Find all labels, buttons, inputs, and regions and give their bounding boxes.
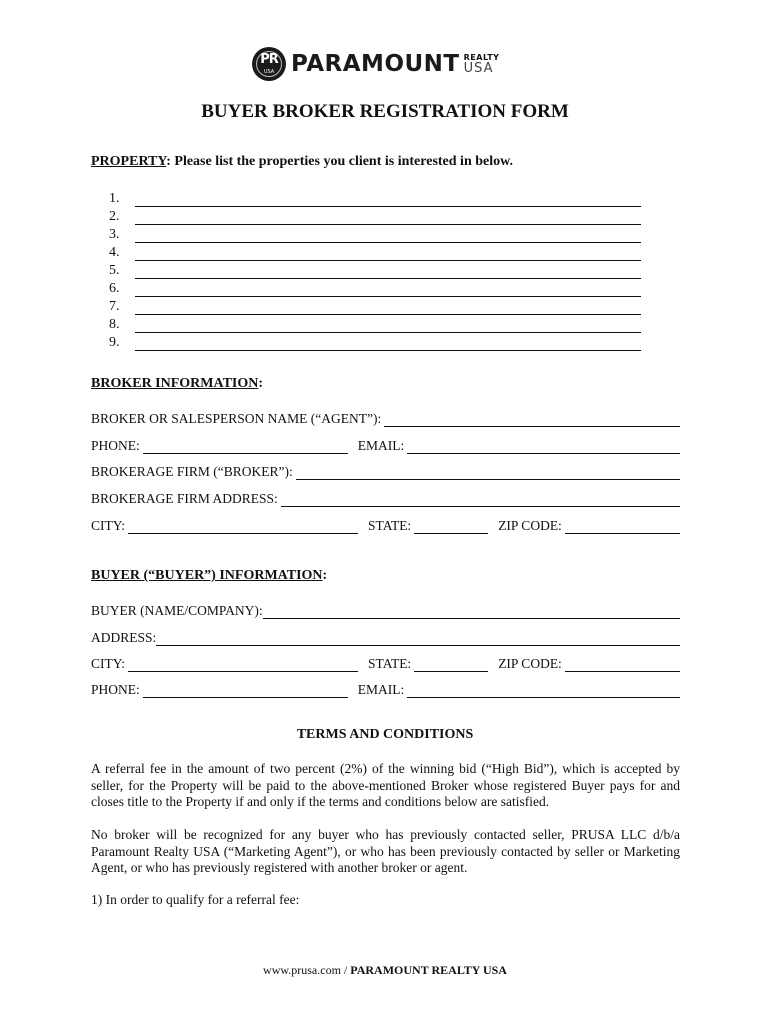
broker-phone-field[interactable] [143, 440, 348, 454]
broker-phone-email-row [91, 436, 680, 454]
property-input-line[interactable] [135, 282, 641, 297]
property-input-line[interactable] [135, 336, 641, 351]
buyer-city-field[interactable] [128, 658, 358, 672]
property-number: 2. [109, 209, 120, 224]
broker-email-label: EMAIL: [357, 438, 405, 453]
property-label: PROPERTY [91, 154, 167, 169]
agent-label: BROKER OR SALESPERSON NAME (“AGENT”): [91, 411, 382, 426]
buyer-email-field[interactable] [407, 684, 680, 698]
logo-realty: REALTY [463, 52, 500, 62]
property-heading [91, 154, 513, 170]
buyer-state-label: STATE: [368, 656, 412, 671]
buyer-zip-field[interactable] [565, 658, 680, 672]
property-row [109, 333, 641, 351]
form-title: BUYER BROKER REGISTRATION FORM [201, 101, 569, 122]
property-number: 4. [109, 245, 120, 260]
buyer-zip-label: ZIP CODE: [498, 656, 562, 671]
broker-state-field[interactable] [414, 520, 488, 534]
buyer-heading-colon: : [322, 568, 328, 583]
buyer-phone-field[interactable] [143, 684, 348, 698]
brokerage-address-label: BROKERAGE FIRM ADDRESS: [91, 491, 278, 506]
brokerage-address-row [91, 489, 680, 507]
buyer-address-row [91, 628, 680, 646]
buyer-phone-label: PHONE: [91, 682, 140, 697]
footer-company: PARAMOUNT REALTY USA [350, 963, 507, 977]
agent-field[interactable] [384, 413, 680, 427]
buyer-name-field[interactable] [263, 605, 680, 619]
property-input-line[interactable] [135, 318, 641, 333]
page-footer [0, 963, 770, 978]
broker-zip-label: ZIP CODE: [498, 518, 562, 533]
property-row [109, 279, 641, 297]
brokerage-firm-row [91, 462, 680, 480]
property-row [109, 261, 641, 279]
buyer-address-field[interactable] [156, 632, 680, 646]
terms-paragraph-3: 1) In order to qualify for a referral fee: [91, 892, 300, 907]
property-number: 7. [109, 299, 120, 314]
paramount-logo [252, 45, 499, 83]
property-input-line[interactable] [135, 264, 641, 279]
brokerage-firm-field[interactable] [296, 466, 680, 480]
property-input-line[interactable] [135, 228, 641, 243]
buyer-state-field[interactable] [414, 658, 488, 672]
property-row [109, 297, 641, 315]
property-number: 3. [109, 227, 120, 242]
broker-zip-field[interactable] [565, 520, 680, 534]
property-row [109, 315, 641, 333]
buyer-phone-email-row [91, 680, 680, 698]
property-number: 5. [109, 263, 120, 278]
property-row [109, 207, 641, 225]
property-instruction: : Please list the properties you client is interested in below. [166, 154, 513, 169]
seal-mark: PR [260, 52, 278, 67]
seal-icon [252, 47, 286, 81]
broker-state-label: STATE: [368, 518, 412, 533]
property-input-line[interactable] [135, 300, 641, 315]
buyer-name-row [91, 601, 680, 619]
property-row [109, 225, 641, 243]
agent-row [91, 409, 680, 427]
terms-paragraph-1: A referral fee in the amount of two percent (2%) of the winning bid (“High Bid”), which is accepted by seller, for the Property will be paid to the above-mentioned Broker whose registered Buyer pays for and closes title to the Property if and only if the terms and conditions below are satisfied. [91, 761, 680, 809]
property-input-line[interactable] [135, 210, 641, 225]
buyer-heading-text: BUYER (“BUYER”) INFORMATION [91, 568, 323, 583]
logo-usa: USA [463, 60, 494, 76]
property-number: 6. [109, 281, 120, 296]
property-input-line[interactable] [135, 192, 641, 207]
buyer-heading [91, 568, 327, 584]
property-row [109, 189, 641, 207]
property-number: 8. [109, 317, 120, 332]
terms-paragraph-2: No broker will be recognized for any buyer who has previously contacted seller, PRUSA LLC d/b/a Paramount Realty USA (“Marketing Agent”), or who has been previously contacted by seller or Marketing Agent, or who has previously registered with another broker or agent. [91, 827, 680, 875]
property-list [109, 189, 641, 351]
broker-city-label: CITY: [91, 518, 126, 533]
property-number: 1. [109, 191, 120, 206]
broker-phone-label: PHONE: [91, 438, 140, 453]
logo-wordmark: PARAMOUNT [291, 51, 460, 77]
seal-small-text: USA [263, 69, 275, 75]
broker-heading-colon: : [258, 376, 264, 391]
buyer-email-label: EMAIL: [357, 682, 405, 697]
property-input-line[interactable] [135, 246, 641, 261]
property-number: 9. [109, 335, 120, 350]
broker-city-field[interactable] [128, 520, 358, 534]
broker-email-field[interactable] [407, 440, 680, 454]
terms-heading: TERMS AND CONDITIONS [296, 727, 474, 742]
broker-heading-text: BROKER INFORMATION [91, 376, 259, 391]
logo-side-text [464, 54, 500, 75]
buyer-name-label: BUYER (NAME/COMPANY): [91, 603, 263, 618]
broker-heading [91, 376, 263, 392]
buyer-city-label: CITY: [91, 656, 126, 671]
buyer-city-row [91, 654, 680, 672]
buyer-address-label: ADDRESS: [91, 630, 157, 645]
property-row [109, 243, 641, 261]
brokerage-address-field[interactable] [281, 493, 680, 507]
broker-city-row [91, 516, 680, 534]
brokerage-firm-label: BROKERAGE FIRM (“BROKER”): [91, 464, 293, 479]
footer-site: www.prusa.com / [263, 963, 351, 977]
